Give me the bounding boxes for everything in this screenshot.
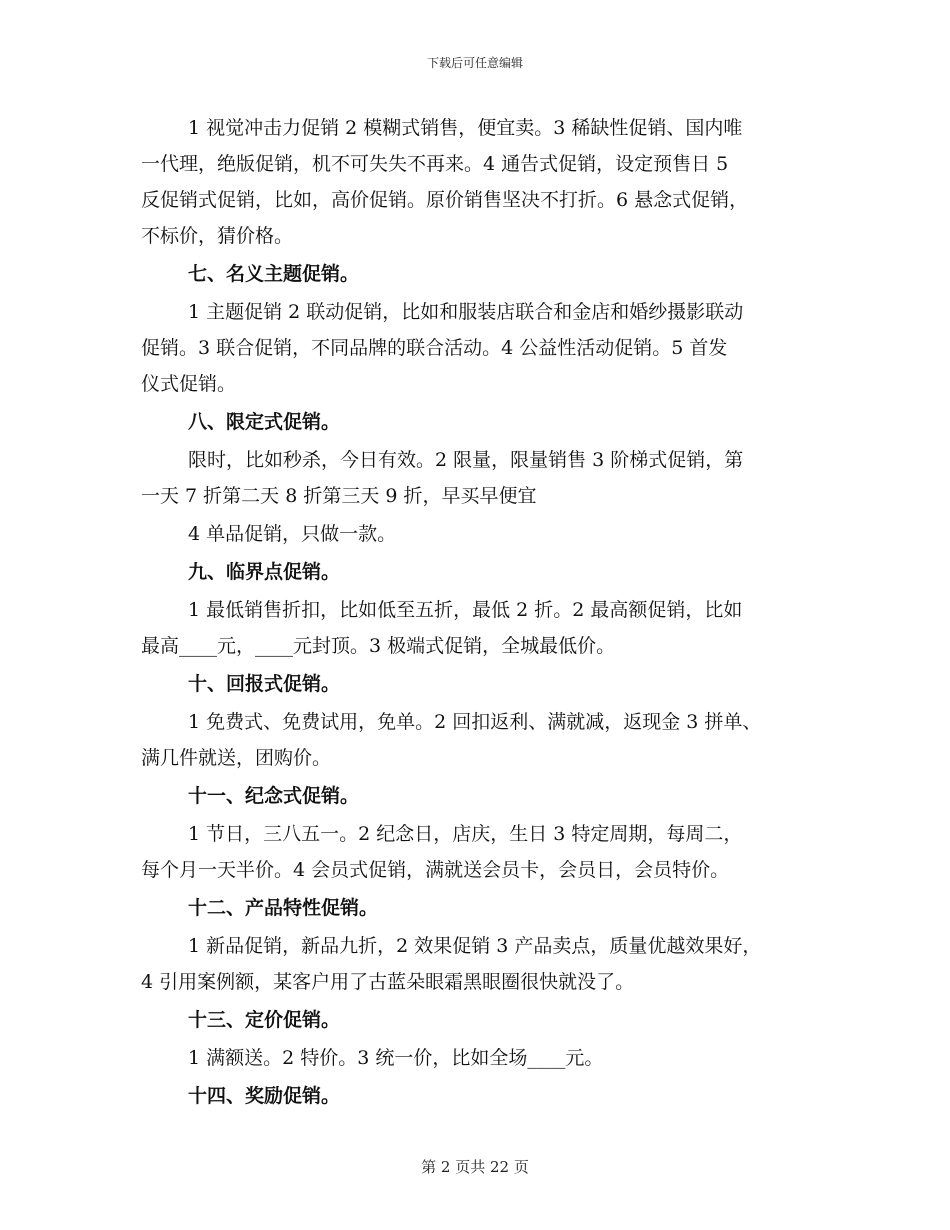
- heading-text: 九、临界点促销。: [188, 561, 341, 583]
- paragraph: [141, 816, 821, 888]
- paragraph-line: 一天 7 折第二天 8 折第三天 9 折，早买早便宜: [141, 485, 537, 507]
- heading-text: 十三、定价促销。: [188, 1009, 341, 1031]
- paragraph: [141, 110, 821, 254]
- paragraph: [141, 1040, 821, 1076]
- paragraph-line: 促销。3 联合促销，不同品牌的联合活动。4 公益性活动促销。5 首发: [141, 337, 728, 359]
- document-body: [141, 110, 821, 1116]
- section-heading: [141, 554, 821, 590]
- paragraph-line: 1 主题促销 2 联动促销，比如和服装店联合和金店和婚纱摄影联动: [188, 301, 744, 323]
- page-footer: 第 2 页共 22 页: [421, 1158, 529, 1176]
- paragraph-line: 仪式促销。: [141, 373, 237, 395]
- heading-text: 十一、纪念式促销。: [188, 785, 360, 807]
- heading-text: 十二、产品特性促销。: [188, 897, 379, 919]
- page-header: 下载后可任意编辑: [426, 56, 523, 70]
- section-heading: [141, 404, 821, 440]
- section-heading: [141, 666, 821, 702]
- paragraph-line: 1 最低销售折扣，比如低至五折，最低 2 折。2 最高额促销，比如: [188, 599, 743, 621]
- section-heading: [141, 890, 821, 926]
- paragraph-line: 限时，比如秒杀，今日有效。2 限量，限量销售 3 阶梯式促销，第: [188, 449, 744, 471]
- paragraph: [141, 442, 821, 514]
- section-heading: [141, 1002, 821, 1038]
- heading-text: 八、限定式促销。: [188, 411, 341, 433]
- paragraph-line: 每个月一天半价。4 会员式促销，满就送会员卡，会员日，会员特价。: [141, 859, 730, 881]
- heading-text: 七、名义主题促销。: [188, 263, 360, 285]
- paragraph: [141, 294, 821, 402]
- section-heading: [141, 256, 821, 292]
- paragraph-line: 4 单品促销，只做一款。: [188, 523, 397, 545]
- paragraph-line: 满几件就送，团购价。: [141, 747, 332, 769]
- paragraph-line: 1 视觉冲击力促销 2 模糊式销售，便宜卖。3 稀缺性促销、国内唯: [188, 117, 743, 139]
- section-heading: [141, 1078, 821, 1114]
- section-heading: [141, 778, 821, 814]
- paragraph-line: 不标价，猜价格。: [141, 225, 294, 247]
- paragraph: [141, 592, 821, 664]
- paragraph: [141, 704, 821, 776]
- paragraph-line: 一代理，绝版促销，机不可失失不再来。4 通告式促销，设定预售日 5: [141, 153, 729, 175]
- paragraph-line: 反促销式促销，比如，高价促销。原价销售坚决不打折。6 悬念式促销，: [141, 189, 749, 211]
- paragraph: [141, 928, 821, 1000]
- paragraph-line: 最高____元，____元封顶。3 极端式促销，全城最低价。: [141, 635, 616, 657]
- paragraph: [141, 516, 821, 552]
- paragraph-line: 1 免费式、免费试用，免单。2 回扣返利、满就减，返现金 3 拼单、: [188, 711, 762, 733]
- heading-text: 十、回报式促销。: [188, 673, 341, 695]
- heading-text: 十四、奖励促销。: [188, 1085, 341, 1107]
- paragraph-line: 4 引用案例额，某客户用了古蓝朵眼霜黑眼圈很快就没了。: [141, 971, 635, 993]
- paragraph-line: 1 节日，三八五一。2 纪念日，店庆，生日 3 特定周期，每周二，: [188, 823, 743, 845]
- paragraph-line: 1 满额送。2 特价。3 统一价，比如全场____元。: [188, 1047, 604, 1069]
- paragraph-line: 1 新品促销，新品九折，2 效果促销 3 产品卖点，质量优越效果好，: [188, 935, 762, 957]
